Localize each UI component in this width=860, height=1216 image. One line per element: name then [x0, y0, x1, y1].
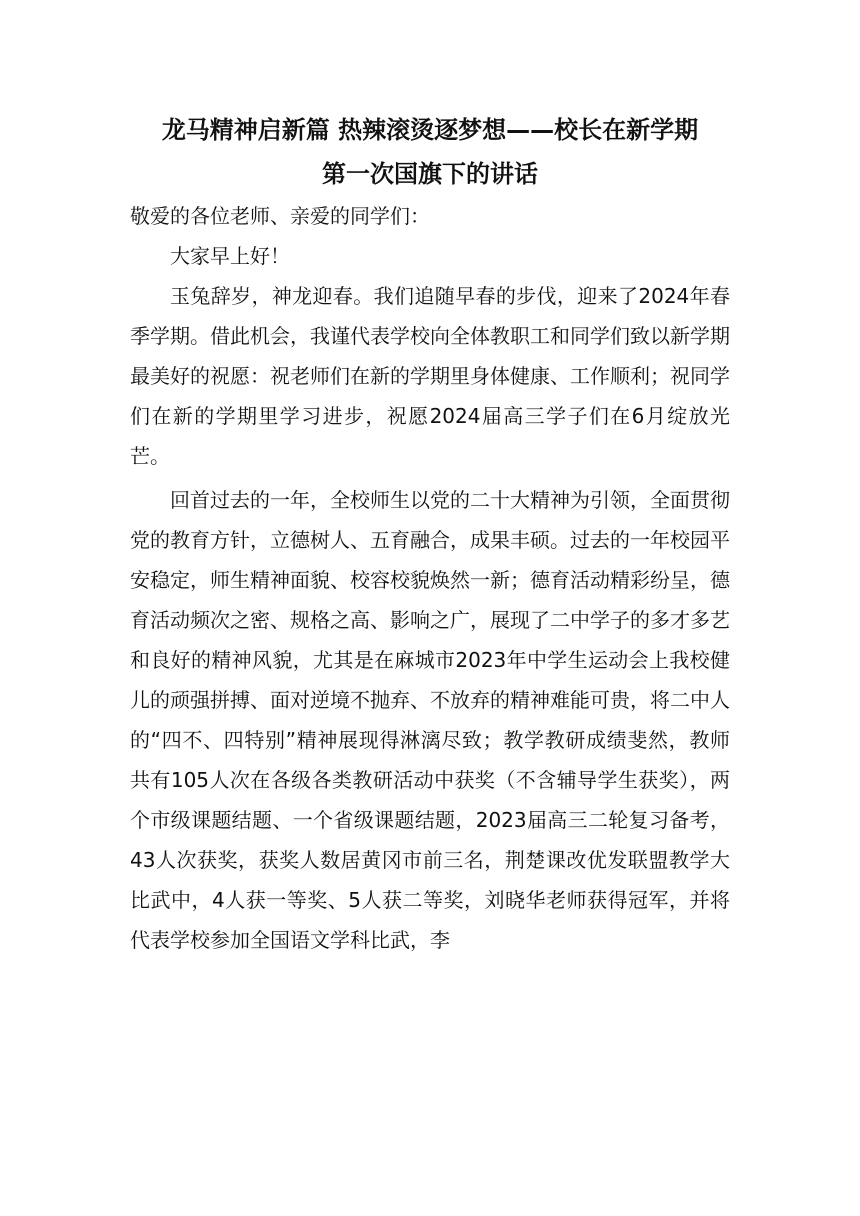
title-line-1: 龙马精神启新篇 热辣滚烫逐梦想——校长在新学期: [161, 116, 699, 144]
document-title: [130, 108, 730, 196]
greeting: 大家早上好！: [170, 244, 290, 268]
paragraph-2: 回首过去的一年，全校师生以党的二十大精神为引领，全面贯彻党的教育方针，立德树人、五育融合，成果丰硕。过去的一年校园平安稳定，师生精神面貌、校容校貌焕然一新；德育活动精彩纷呈，德育活动频次之密、规格之高、影响之广，展现了二中学子的多才多艺和良好的精神风貌，尤其是在麻城市2023年中学生运动会上我校健儿的顽强拼搏、面对逆境不抛弃、不放弃的精神难能可贵，将二中人的“四不、四特别”精神展现得淋漓尽致；教学教研成绩斐然，教师共有105人次在各级各类教研活动中获奖（不含辅导学生获奖），两个市级课题结题、一个省级课题结题，2023届高三二轮复习备考，43人次获奖，获奖人数居黄冈市前三名，荆楚课改优发联盟教学大比武中，4人获一等奖、5人获二等奖，刘晓华老师获得冠军，并将代表学校参加全国语文学科比武，李: [130, 488, 730, 952]
title-line-2: 第一次国旗下的讲话: [322, 160, 538, 188]
salutation: 敬爱的各位老师、亲爱的同学们：: [130, 204, 430, 228]
paragraph-1: 玉兔辞岁，神龙迎春。我们追随早春的步伐，迎来了2024年春季学期。借此机会，我谨代表学校向全体教职工和同学们致以新学期最美好的祝愿：祝老师们在新的学期里身体健康、工作顺利；祝同学们在新的学期里学习进步，祝愿2024届高三学子们在6月绽放光芒。: [130, 284, 730, 468]
document-page: [130, 108, 730, 960]
